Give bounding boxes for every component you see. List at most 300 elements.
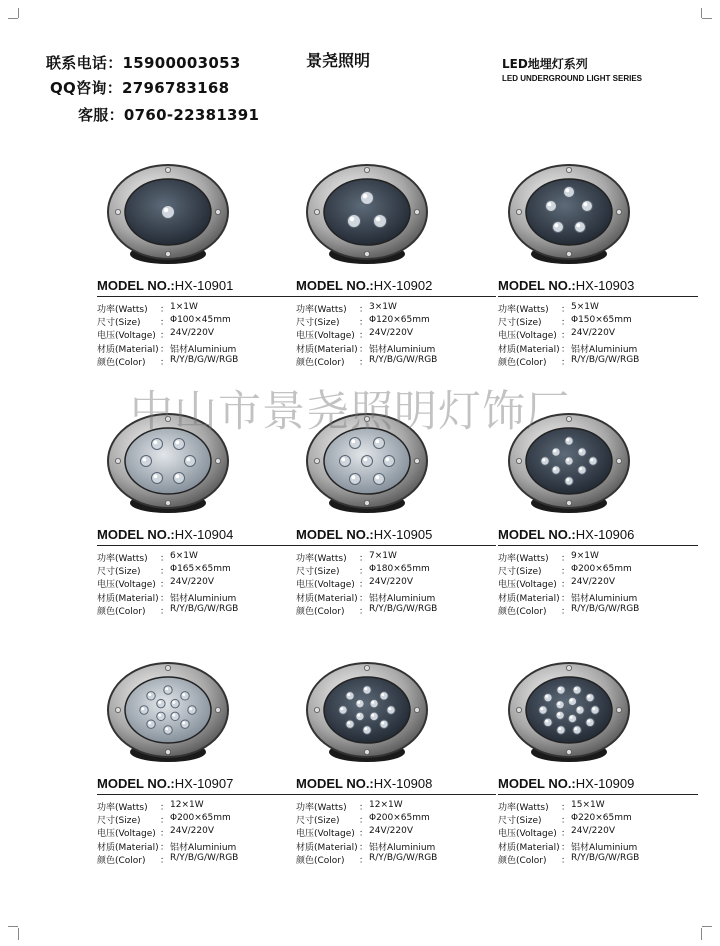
spec-colon: ： (561, 580, 571, 591)
spec-list (296, 551, 496, 617)
spec-row-voltage (296, 826, 496, 839)
led-highlight (186, 457, 190, 461)
screw-icon (165, 251, 170, 256)
led-highlight (189, 707, 192, 710)
spec-value: 24V/220V (571, 328, 615, 339)
model-code: HX-10902 (373, 278, 433, 293)
led-highlight (148, 693, 151, 696)
spec-row-material (498, 591, 698, 604)
led-highlight (376, 217, 381, 222)
spec-label: 材质(Material) (97, 593, 159, 604)
spec-colon: ： (359, 842, 369, 853)
model-code: HX-10901 (174, 278, 234, 293)
screw-icon (364, 167, 369, 172)
spec-colon: ： (359, 829, 369, 840)
screw-icon (314, 458, 319, 463)
spec-colon: ： (561, 344, 571, 355)
spec-row-voltage (97, 577, 297, 590)
led-highlight (164, 208, 169, 213)
spec-colon: ： (561, 567, 571, 578)
spec-value: Φ100×45mm (170, 315, 231, 326)
spec-colon: ： (160, 331, 170, 342)
crop-mark (702, 18, 712, 19)
led-highlight (340, 707, 343, 710)
contact-qq: QQ咨询：2796783168 (50, 79, 230, 97)
lamp-illustration (103, 160, 233, 270)
product-card (97, 160, 297, 400)
led-bulb (586, 693, 594, 701)
spec-label: 颜色(Color) (296, 855, 345, 866)
spec-colon: ： (160, 606, 170, 617)
spec-colon: ： (160, 554, 170, 564)
model-number (296, 278, 496, 297)
led-bulb (361, 192, 374, 205)
led-highlight (558, 687, 561, 690)
led-highlight (540, 707, 543, 710)
product-card (498, 409, 698, 649)
screw-icon (115, 209, 120, 214)
model-code: HX-10909 (575, 776, 635, 791)
product-card (296, 160, 496, 400)
model-number (296, 776, 496, 795)
spec-label: 材质(Material) (97, 344, 159, 355)
led-bulb (578, 448, 586, 456)
screw-icon (215, 458, 220, 463)
series-title-cn: LED地埋灯系列 (502, 57, 588, 71)
spec-value: 1×1W (170, 302, 198, 312)
lamp-image (302, 658, 432, 768)
spec-row-power (97, 551, 297, 564)
led-bulb (557, 726, 565, 734)
led-bulb (384, 456, 395, 467)
spec-value: 铝材Aluminium (369, 593, 436, 604)
spec-row-material (97, 342, 297, 355)
spec-value: 铝材Aluminium (170, 344, 237, 355)
led-bulb (380, 720, 388, 728)
spec-value: R/Y/B/G/W/RGB (369, 852, 438, 863)
led-highlight (566, 458, 569, 461)
lamp-image (504, 160, 634, 270)
spec-value: R/Y/B/G/W/RGB (369, 354, 438, 365)
led-highlight (574, 687, 577, 690)
model-code: HX-10905 (373, 527, 433, 542)
spec-row-color (97, 853, 297, 866)
led-bulb (356, 712, 364, 720)
product-card (97, 409, 297, 649)
model-number (498, 776, 698, 795)
led-highlight (165, 727, 168, 730)
led-highlight (579, 449, 582, 452)
spec-row-color (498, 355, 698, 368)
crop-mark (18, 928, 19, 940)
led-bulb (586, 718, 594, 726)
spec-row-power (97, 302, 297, 315)
led-highlight (375, 439, 379, 443)
spec-label: 尺寸(Size) (498, 318, 542, 329)
spec-label: 尺寸(Size) (296, 816, 340, 827)
spec-colon: ： (561, 829, 571, 840)
led-bulb (362, 456, 373, 467)
spec-value: R/Y/B/G/W/RGB (369, 603, 438, 614)
spec-colon: ： (160, 305, 170, 315)
screw-icon (566, 665, 571, 670)
led-highlight (557, 702, 560, 705)
spec-value: 24V/220V (571, 826, 615, 837)
spec-colon: ： (359, 593, 369, 604)
spec-colon: ： (359, 554, 369, 564)
model-prefix: MODEL NO.: (296, 278, 374, 293)
led-bulb (348, 215, 361, 228)
led-highlight (554, 223, 558, 227)
led-highlight (574, 727, 577, 730)
spec-colon: ： (160, 580, 170, 591)
spec-label: 电压(Voltage) (97, 331, 156, 342)
watermark: 中山市景尧照明灯饰厂 (130, 387, 570, 437)
screw-icon (414, 707, 419, 712)
screw-icon (165, 500, 170, 505)
screw-icon (616, 707, 621, 712)
spec-label: 材质(Material) (97, 842, 159, 853)
spec-row-power (296, 302, 496, 315)
screw-icon (165, 749, 170, 754)
led-bulb (568, 697, 576, 705)
spec-label: 颜色(Color) (296, 606, 345, 617)
spec-value: 铝材Aluminium (369, 842, 436, 853)
spec-value: R/Y/B/G/W/RGB (571, 354, 640, 365)
led-highlight (545, 720, 548, 723)
led-highlight (371, 701, 374, 704)
led-bulb (188, 706, 196, 714)
model-prefix: MODEL NO.: (296, 527, 374, 542)
led-highlight (557, 713, 560, 716)
spec-row-color (498, 604, 698, 617)
spec-value: 24V/220V (170, 577, 214, 588)
spec-value: 24V/220V (369, 328, 413, 339)
led-highlight (363, 194, 368, 199)
spec-label: 尺寸(Size) (97, 567, 141, 578)
spec-value: 3×1W (369, 302, 397, 312)
spec-colon: ： (160, 344, 170, 355)
spec-label: 功率(Watts) (97, 305, 148, 315)
spec-row-voltage (498, 328, 698, 341)
spec-value: 15×1W (571, 800, 605, 810)
led-bulb (356, 699, 364, 707)
led-bulb (544, 718, 552, 726)
spec-value: 24V/220V (369, 826, 413, 837)
model-prefix: MODEL NO.: (97, 776, 175, 791)
lamp-image (302, 160, 432, 270)
led-highlight (175, 440, 179, 444)
spec-colon: ： (561, 318, 571, 329)
spec-label: 电压(Voltage) (296, 829, 355, 840)
led-bulb (556, 701, 564, 709)
spec-colon: ： (160, 855, 170, 866)
led-bulb (147, 692, 155, 700)
spec-colon: ： (160, 803, 170, 813)
screw-icon (414, 458, 419, 463)
spec-value: 12×1W (369, 800, 403, 810)
product-card (296, 658, 496, 898)
spec-colon: ： (561, 593, 571, 604)
spec-colon: ： (561, 842, 571, 853)
spec-row-power (296, 551, 496, 564)
led-highlight (153, 474, 157, 478)
lamp-illustration (302, 160, 432, 270)
spec-list (498, 302, 698, 368)
led-bulb (575, 222, 586, 233)
spec-list (296, 800, 496, 866)
spec-label: 颜色(Color) (97, 357, 146, 368)
model-code: HX-10904 (174, 527, 234, 542)
screw-icon (165, 665, 170, 670)
led-highlight (182, 693, 185, 696)
led-highlight (375, 475, 379, 479)
spec-label: 尺寸(Size) (97, 318, 141, 329)
spec-colon: ： (359, 344, 369, 355)
screw-icon (115, 458, 120, 463)
spec-value: Φ120×65mm (369, 315, 430, 326)
led-bulb (157, 712, 165, 720)
led-highlight (142, 457, 146, 461)
spec-value: Φ200×65mm (369, 813, 430, 824)
spec-colon: ： (561, 606, 571, 617)
led-bulb (374, 474, 385, 485)
spec-colon: ： (561, 357, 571, 368)
spec-value: Φ220×65mm (571, 813, 632, 824)
crop-mark (701, 8, 702, 18)
led-highlight (141, 707, 144, 710)
model-prefix: MODEL NO.: (498, 278, 576, 293)
spec-row-material (296, 840, 496, 853)
led-bulb (162, 206, 175, 219)
led-bulb (552, 466, 560, 474)
spec-label: 电压(Voltage) (97, 829, 156, 840)
spec-list (498, 800, 698, 866)
screw-icon (215, 707, 220, 712)
screw-icon (314, 707, 319, 712)
led-bulb (339, 706, 347, 714)
led-bulb (568, 714, 576, 722)
spec-colon: ： (359, 606, 369, 617)
spec-colon: ： (160, 318, 170, 329)
led-bulb (565, 477, 573, 485)
led-bulb (152, 439, 163, 450)
led-highlight (570, 699, 573, 702)
spec-row-size (296, 813, 496, 826)
spec-value: R/Y/B/G/W/RGB (571, 852, 640, 863)
product-card (498, 658, 698, 898)
model-number (97, 776, 297, 795)
led-bulb (157, 699, 165, 707)
led-bulb (350, 474, 361, 485)
spec-label: 功率(Watts) (97, 803, 148, 813)
spec-row-voltage (498, 577, 698, 590)
series-title-en: LED UNDERGROUND LIGHT SERIES (502, 74, 643, 83)
screw-icon (115, 707, 120, 712)
spec-colon: ： (359, 318, 369, 329)
screw-icon (616, 209, 621, 214)
spec-value: R/Y/B/G/W/RGB (170, 603, 239, 614)
spec-list (498, 551, 698, 617)
led-highlight (350, 217, 355, 222)
spec-label: 颜色(Color) (296, 357, 345, 368)
spec-list (296, 302, 496, 368)
spec-value: 24V/220V (170, 328, 214, 339)
led-highlight (558, 727, 561, 730)
spec-label: 颜色(Color) (97, 606, 146, 617)
spec-list (97, 302, 297, 368)
product-card (296, 409, 496, 649)
spec-label: 材质(Material) (296, 842, 358, 853)
crop-mark (701, 928, 702, 940)
led-highlight (553, 467, 556, 470)
spec-value: 6×1W (170, 551, 198, 561)
led-bulb (539, 706, 547, 714)
spec-colon: ： (359, 580, 369, 591)
model-prefix: MODEL NO.: (97, 278, 175, 293)
led-bulb (374, 438, 385, 449)
screw-icon (516, 209, 521, 214)
lamp-face (324, 179, 410, 245)
led-bulb (181, 692, 189, 700)
screw-icon (215, 209, 220, 214)
spec-label: 电压(Voltage) (498, 580, 557, 591)
led-highlight (371, 714, 374, 717)
led-bulb (578, 466, 586, 474)
led-bulb (387, 706, 395, 714)
led-bulb (552, 448, 560, 456)
spec-row-size (97, 564, 297, 577)
led-bulb (573, 686, 581, 694)
led-highlight (357, 714, 360, 717)
model-number (498, 527, 698, 546)
model-prefix: MODEL NO.: (97, 527, 175, 542)
led-highlight (590, 458, 593, 461)
spec-label: 材质(Material) (498, 842, 560, 853)
led-highlight (341, 457, 345, 461)
led-bulb (576, 706, 584, 714)
spec-colon: ： (561, 554, 571, 564)
model-prefix: MODEL NO.: (498, 527, 576, 542)
spec-row-voltage (498, 826, 698, 839)
spec-label: 颜色(Color) (498, 855, 547, 866)
led-highlight (364, 687, 367, 690)
lamp-image (103, 658, 233, 768)
spec-label: 功率(Watts) (498, 305, 549, 315)
crop-mark (8, 18, 18, 19)
screw-icon (364, 665, 369, 670)
spec-value: Φ180×65mm (369, 564, 430, 575)
spec-row-material (498, 342, 698, 355)
spec-colon: ： (561, 816, 571, 827)
spec-row-material (97, 591, 297, 604)
led-bulb (544, 693, 552, 701)
led-bulb (374, 215, 387, 228)
spec-list (97, 800, 297, 866)
spec-value: 24V/220V (369, 577, 413, 588)
led-highlight (158, 701, 161, 704)
spec-label: 功率(Watts) (97, 554, 148, 564)
led-bulb (589, 457, 597, 465)
led-bulb (164, 726, 172, 734)
spec-value: Φ150×65mm (571, 315, 632, 326)
spec-label: 功率(Watts) (498, 803, 549, 813)
spec-label: 电压(Voltage) (498, 331, 557, 342)
model-code: HX-10903 (575, 278, 635, 293)
product-card (498, 160, 698, 400)
spec-row-power (498, 302, 698, 315)
led-highlight (351, 439, 355, 443)
spec-value: 铝材Aluminium (571, 842, 638, 853)
led-bulb (591, 706, 599, 714)
contact-service: 客服：0760-22381391 (78, 106, 260, 124)
led-highlight (547, 202, 551, 206)
spec-row-size (97, 315, 297, 328)
spec-row-power (97, 800, 297, 813)
led-highlight (172, 714, 175, 717)
spec-colon: ： (359, 331, 369, 342)
brand-name: 景尧照明 (306, 51, 371, 70)
spec-label: 颜色(Color) (498, 606, 547, 617)
spec-value: 7×1W (369, 551, 397, 561)
spec-label: 尺寸(Size) (498, 816, 542, 827)
spec-colon: ： (359, 816, 369, 827)
led-highlight (577, 707, 580, 710)
lamp-image (504, 658, 634, 768)
spec-value: R/Y/B/G/W/RGB (170, 852, 239, 863)
led-highlight (565, 188, 569, 192)
led-bulb (346, 692, 354, 700)
spec-colon: ： (359, 855, 369, 866)
model-number (97, 278, 297, 297)
led-bulb (171, 712, 179, 720)
lamp-image (103, 160, 233, 270)
screw-icon (314, 209, 319, 214)
crop-mark (8, 926, 18, 927)
model-prefix: MODEL NO.: (498, 776, 576, 791)
spec-value: R/Y/B/G/W/RGB (170, 354, 239, 365)
led-bulb (370, 712, 378, 720)
screw-icon (364, 500, 369, 505)
spec-row-material (97, 840, 297, 853)
led-bulb (553, 222, 564, 233)
screw-icon (165, 167, 170, 172)
led-bulb (573, 726, 581, 734)
led-bulb (557, 686, 565, 694)
led-bulb (340, 456, 351, 467)
spec-label: 尺寸(Size) (296, 567, 340, 578)
spec-colon: ： (160, 357, 170, 368)
led-bulb (174, 439, 185, 450)
led-highlight (381, 721, 384, 724)
led-bulb (152, 473, 163, 484)
spec-label: 材质(Material) (498, 593, 560, 604)
led-highlight (165, 687, 168, 690)
spec-value: 24V/220V (170, 826, 214, 837)
spec-colon: ： (359, 567, 369, 578)
spec-label: 功率(Watts) (498, 554, 549, 564)
spec-colon: ： (561, 305, 571, 315)
led-bulb (582, 201, 593, 212)
led-bulb (564, 187, 575, 198)
led-bulb (556, 711, 564, 719)
led-highlight (347, 721, 350, 724)
spec-label: 尺寸(Size) (498, 567, 542, 578)
spec-list (97, 551, 297, 617)
led-highlight (351, 475, 355, 479)
led-highlight (153, 440, 157, 444)
led-bulb (541, 457, 549, 465)
